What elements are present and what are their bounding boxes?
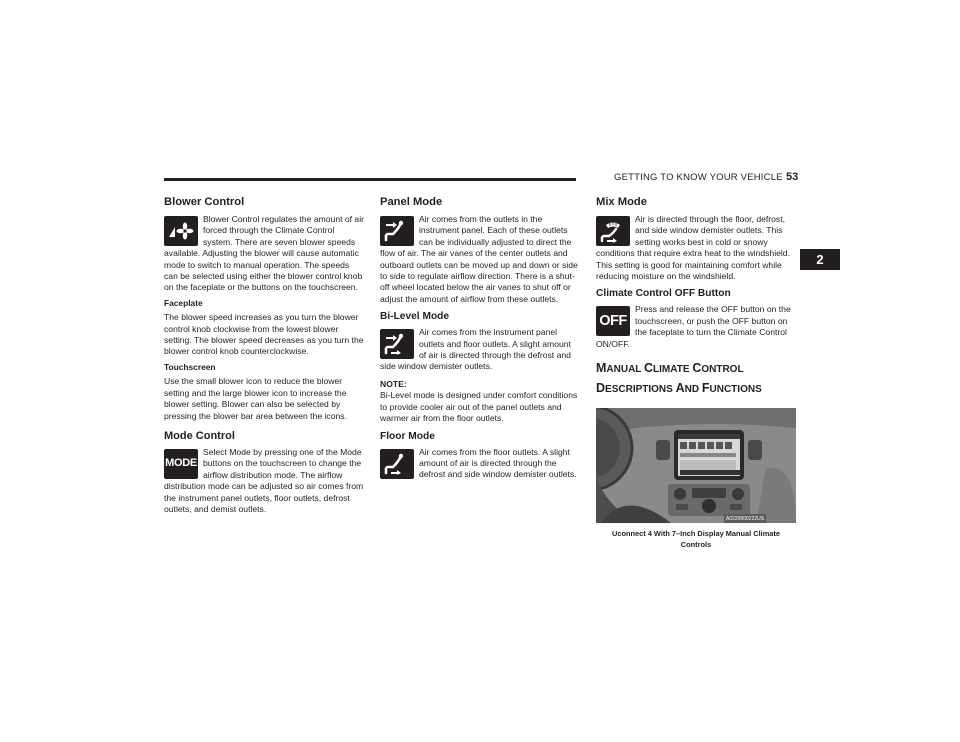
blower-heading: Blower Control bbox=[164, 196, 245, 208]
mix-mode-icon bbox=[596, 216, 630, 246]
manual-section-heading bbox=[596, 360, 796, 398]
touchscreen-heading: Touchscreen bbox=[164, 361, 216, 372]
note-label: NOTE: bbox=[380, 378, 407, 389]
off-icon: OFF bbox=[596, 306, 630, 336]
page-number: 53 bbox=[786, 171, 799, 183]
mode-text: Select Mode by pressing one of the Mode buttons on the touchscreen to change the airflow distribution mode. The airflow distribution mode can be adjusted so air comes from the instrument panel outlets, floor outlets, defrost outlets, and demist outlets. bbox=[164, 446, 364, 514]
panel-text: Air comes from the outlets in the instrument panel. Each of these outlets can be individually adjusted to direct the flow of air. The air vanes of the center outlets and outboard outlets can be moved up and down or side to side to regulate airflow direction. There is a shut-off wheel located below the air vanes to shut off or adjust the amount of airflow from these outlets. bbox=[380, 214, 578, 304]
panel-mode-icon bbox=[380, 216, 414, 246]
floor-heading: Floor Mode bbox=[380, 430, 435, 442]
figure-caption: Uconnect 4 With 7–Inch Display Manual Climate Controls bbox=[612, 529, 780, 550]
floor-mode-icon bbox=[380, 449, 414, 479]
floor-text: Air comes from the floor outlets. A slight amount of air is directed through the defrost and side window demister outlets. bbox=[419, 446, 577, 480]
dashboard-illustration bbox=[596, 408, 796, 523]
panel-heading: Panel Mode bbox=[380, 196, 443, 208]
bilevel-heading: Bi-Level Mode bbox=[380, 311, 450, 323]
note-text: Bi-Level mode is designed under comfort conditions to provide cooler air out of the panel outlets and warmer air from the floor outlets. bbox=[380, 390, 578, 424]
mix-heading: Mix Mode bbox=[596, 196, 647, 208]
touchscreen-text: Use the small blower icon to reduce the blower setting and the large blower icon to increase the blower setting. Blower can also be selected by pressing the blower bar area between the icons. bbox=[164, 376, 347, 421]
off-button-text: Press and release the OFF button on the touchscreen, or push the OFF button on the faceplate to turn the Climate Control ON/OFF. bbox=[596, 304, 791, 349]
manual-section-line1: MANUAL CLIMATE CONTROL bbox=[596, 361, 744, 376]
right-column bbox=[596, 196, 796, 551]
chapter-tab: 2 bbox=[800, 249, 840, 270]
bilevel-mode-icon bbox=[380, 329, 414, 359]
blower-icon bbox=[164, 216, 198, 246]
mode-icon: MODE bbox=[164, 449, 198, 479]
header-rule bbox=[164, 178, 576, 181]
manual-section-line2: DESCRIPTIONS AND FUNCTIONS bbox=[596, 381, 762, 396]
mix-text: Air is directed through the floor, defrost, and side window demister outlets. This setting works best in cold or snowy conditions that require extra heat to the windshield. This setting is good for maintaining comfort while reducing moisture on the windshield. bbox=[596, 214, 790, 282]
faceplate-heading: Faceplate bbox=[164, 297, 203, 308]
header-title: GETTING TO KNOW YOUR VEHICLE bbox=[614, 172, 783, 183]
blower-intro: Blower Control regulates the amount of air forced through the Climate Control system. There are seven blower speeds available. Adjusting the blower will cause automatic mode to switch to manual operation. The speeds can be selected using either the blower control knob on the faceplate or the buttons on the touchscreen. bbox=[164, 214, 364, 293]
off-button-heading: Climate Control OFF Button bbox=[596, 288, 731, 300]
bilevel-text: Air comes from the instrument panel outlets and floor outlets. A slight amount of air is directed through the defrost and side window demister outlets. bbox=[380, 327, 571, 372]
mode-heading: Mode Control bbox=[164, 429, 235, 442]
middle-column bbox=[380, 196, 580, 485]
figure-image-id: A0220000222US bbox=[724, 514, 766, 523]
left-column bbox=[164, 196, 364, 519]
climate-controls-figure bbox=[596, 408, 796, 523]
faceplate-text: The blower speed increases as you turn the blower control knob clockwise from the lowest blower setting. The blower speed decreases as you turn the blower control knob counterclockwise. bbox=[164, 312, 364, 357]
